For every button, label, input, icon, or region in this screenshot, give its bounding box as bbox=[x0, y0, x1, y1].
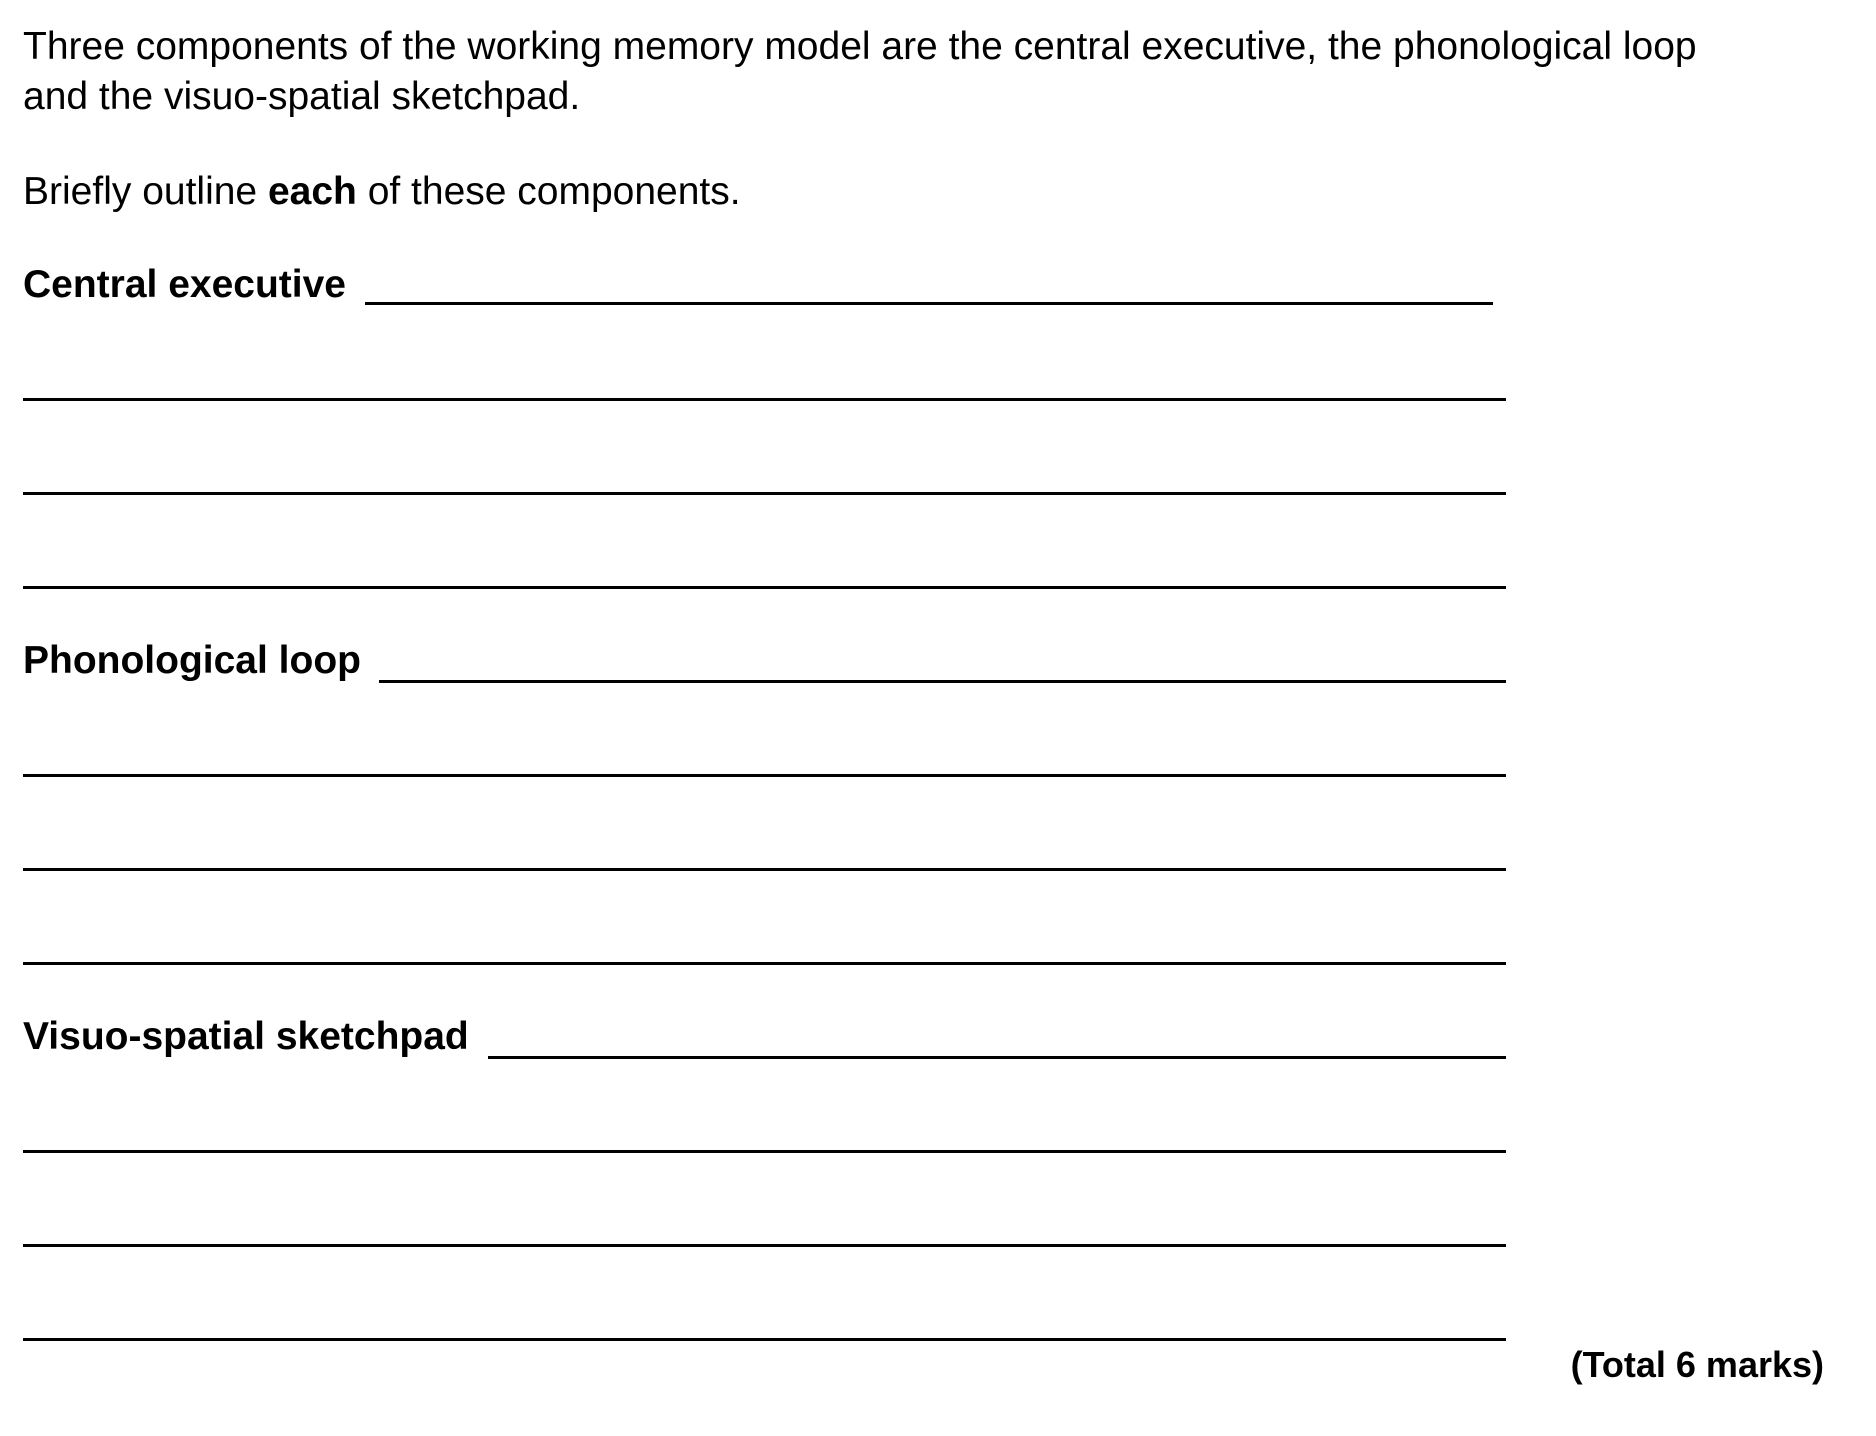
answer-line[interactable] bbox=[23, 868, 1506, 871]
answer-line[interactable] bbox=[23, 492, 1506, 495]
question-intro bbox=[23, 22, 1803, 122]
answer-line[interactable] bbox=[23, 774, 1506, 777]
answer-line[interactable] bbox=[23, 398, 1506, 401]
answer-line[interactable] bbox=[23, 1244, 1506, 1247]
section-label-phonological-loop: Phonological loop bbox=[23, 639, 361, 682]
answer-line[interactable] bbox=[23, 1150, 1506, 1153]
section-label-central-executive: Central executive bbox=[23, 263, 346, 306]
answer-line[interactable] bbox=[23, 586, 1506, 589]
intro-line-2: and the visuo-spatial sketchpad. bbox=[23, 75, 581, 118]
instruction-text-end: of these components. bbox=[356, 170, 741, 213]
answer-line[interactable] bbox=[23, 1338, 1506, 1341]
answer-line[interactable] bbox=[23, 962, 1506, 965]
section-label-visuo-spatial-sketchpad: Visuo-spatial sketchpad bbox=[23, 1015, 469, 1058]
instruction-emphasis: each bbox=[267, 170, 357, 213]
answer-line[interactable] bbox=[365, 302, 1493, 305]
total-marks: (Total 6 marks) bbox=[1570, 1344, 1824, 1385]
answer-line[interactable] bbox=[379, 680, 1506, 683]
question-instruction bbox=[23, 167, 741, 217]
answer-line[interactable] bbox=[488, 1056, 1506, 1059]
intro-line-1: Three components of the working memory model are the central executive, the phonological loop bbox=[23, 25, 1697, 68]
instruction-text-start: Briefly outline bbox=[23, 170, 268, 213]
